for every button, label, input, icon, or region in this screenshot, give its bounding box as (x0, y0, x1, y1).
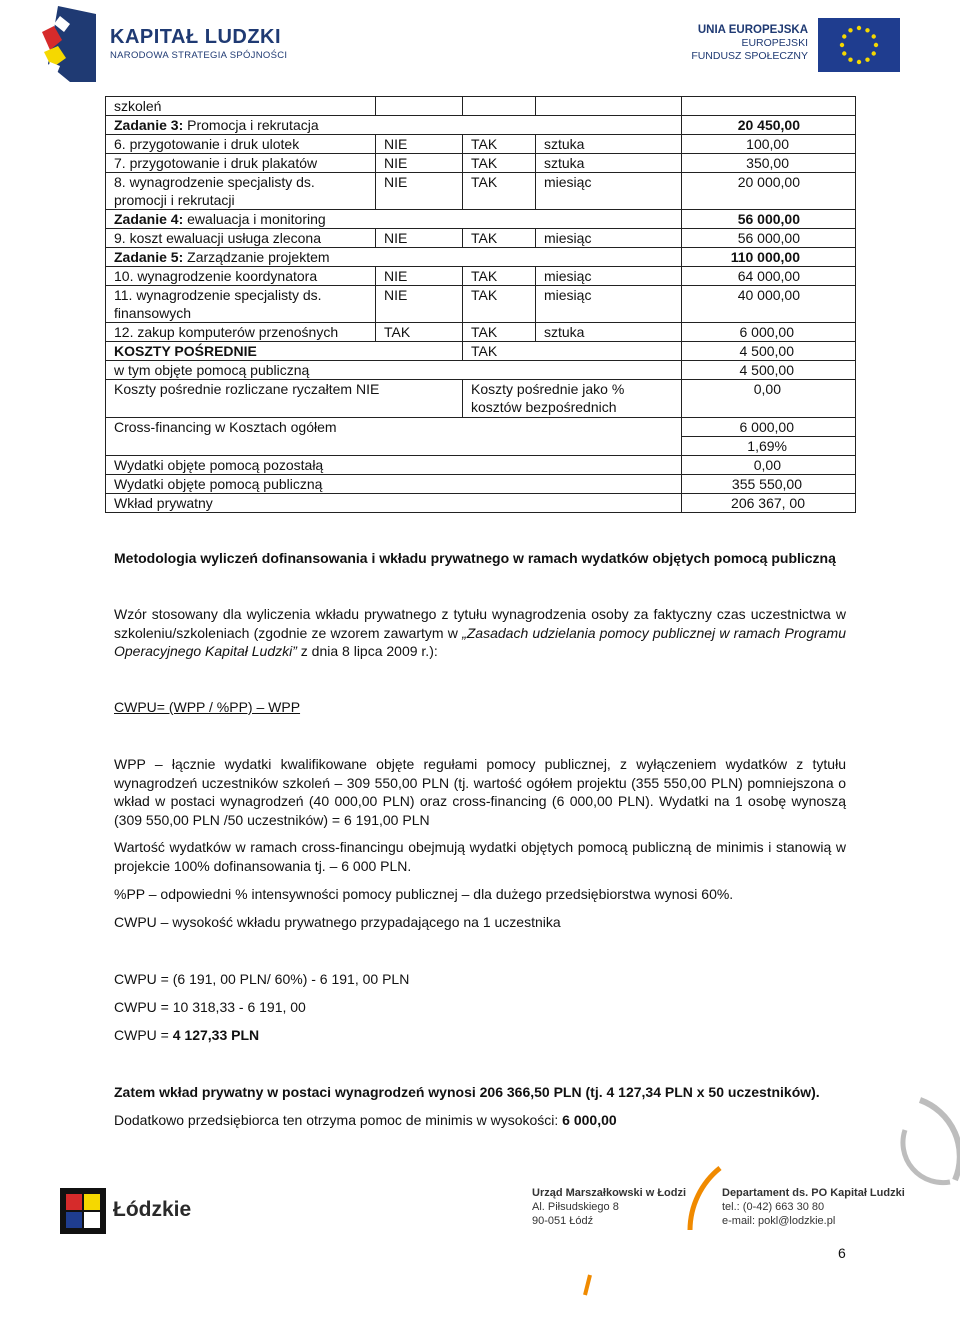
paragraph-cwpu: CWPU – wysokość wkładu prywatnego przypadającego na 1 uczestnika (114, 914, 561, 930)
table-cell-value: 350,00 (682, 154, 856, 173)
table-cell-value: 20 450,00 (682, 116, 856, 135)
table-cell: Cross-financing w Kosztach ogółem (106, 418, 682, 456)
office-postal: 90-051 Łódź (532, 1215, 594, 1227)
table-cell: Zadanie 3: Promocja i rekrutacja (106, 116, 682, 135)
lodzkie-logo-icon (60, 1188, 106, 1234)
table-cell-value: 0,00 (682, 380, 856, 418)
table-row (106, 418, 856, 437)
eu-star-icon (865, 28, 869, 32)
kapital-ludzki-logo-icon (40, 6, 96, 82)
table-cell-value: 56 000,00 (682, 229, 856, 248)
table-cell: TAK (463, 342, 682, 361)
table-row (106, 248, 856, 267)
section-heading: Metodologia wyliczeń dofinansowania i wkładu prywatnego w ramach wydatków objętych pomocą publiczną (114, 550, 836, 566)
table-cell: sztuka (536, 154, 682, 173)
table-cell: TAK (463, 135, 536, 154)
department-phone: tel.: (0-42) 663 30 80 (722, 1201, 825, 1213)
table-row (106, 323, 856, 342)
table-cell-value: 20 000,00 (682, 173, 856, 210)
page-number: 6 (838, 1245, 846, 1261)
eu-star-icon (842, 51, 846, 55)
table-cell-value: 0,00 (682, 456, 856, 475)
de-minimis-note: Dodatkowo przedsiębiorca ten otrzyma pomoc de minimis w wysokości: 6 000,00 (114, 1112, 617, 1128)
office-street: Al. Piłsudskiego 8 (532, 1201, 619, 1213)
calculation-result: CWPU = 4 127,33 PLN (114, 1027, 260, 1043)
paragraph-formula-intro: Wzór stosowany dla wyliczenia wkładu prywatnego z tytułu wynagrodzenia osoby za faktyczny czas uczestnictwa w szkoleniu/szkoleniach (zgodnie ze wzorem zawartym w „Zasadach udzielania pomocy publicznej w ramach Programu Operacyjnego Kapitał Ludzki” z dnia 8 lipca 2009 r.): (114, 606, 847, 659)
table-row (106, 116, 856, 135)
table-cell: NIE (376, 267, 463, 286)
table-cell: 10. wynagrodzenie koordynatora (106, 267, 376, 286)
table-cell: Zadanie 5: Zarządzanie projektem (106, 248, 682, 267)
table-cell-value: 56 000,00 (682, 210, 856, 229)
table-cell-value: 100,00 (682, 135, 856, 154)
kapital-ludzki-title: KAPITAŁ LUDZKI (110, 26, 282, 48)
table-cell: TAK (463, 267, 536, 286)
table-cell: 11. wynagrodzenie specjalisty ds. finansowych (106, 286, 376, 323)
table-cell: miesiąc (536, 267, 682, 286)
table-cell: 6. przygotowanie i druk ulotek (106, 135, 376, 154)
eu-text (691, 24, 808, 63)
table-cell: sztuka (536, 135, 682, 154)
paragraph-pp: %PP – odpowiedni % intensywności pomocy publicznej – dla dużego przedsiębiorstwa wynosi 60%. (114, 886, 734, 902)
table-cell: sztuka (536, 323, 682, 342)
table-cell: 7. przygotowanie i druk plakatów (106, 154, 376, 173)
table-cell: TAK (376, 323, 463, 342)
table-cell: KOSZTY POŚREDNIE (106, 342, 463, 361)
table-row (106, 229, 856, 248)
table-row (106, 154, 856, 173)
calculation-line: CWPU = 10 318,33 - 6 191, 00 (114, 999, 306, 1015)
table-row (106, 135, 856, 154)
office-address (532, 1186, 686, 1228)
table-cell: miesiąc (536, 173, 682, 210)
table-cell: NIE (376, 154, 463, 173)
table-row (106, 361, 856, 380)
table-cell: TAK (463, 173, 536, 210)
eu-star-icon (872, 51, 876, 55)
table-cell-value: 1,69% (682, 437, 856, 456)
calculation-line: CWPU = (6 191, 00 PLN/ 60%) - 6 191, 00 PLN (114, 971, 410, 987)
eu-star-icon (857, 26, 861, 30)
table-cell: TAK (463, 229, 536, 248)
table-cell: w tym objęte pomocą publiczną (106, 361, 682, 380)
table-row (106, 286, 856, 323)
eu-star-icon (840, 43, 844, 47)
eu-line-1: UNIA EUROPEJSKA (697, 24, 808, 36)
table-row (106, 475, 856, 494)
table-cell-value: 6 000,00 (682, 323, 856, 342)
budget-table (105, 96, 856, 513)
table-cell-value: 64 000,00 (682, 267, 856, 286)
table-row (106, 97, 856, 116)
table-cell: miesiąc (536, 286, 682, 323)
department-contact (722, 1186, 905, 1228)
table-row (106, 173, 856, 210)
table-cell: Wkład prywatny (106, 494, 682, 513)
table-row (106, 380, 856, 418)
paragraph-wpp: WPP – łącznie wydatki kwalifikowane objęte regułami pomocy publicznej, z wyłączeniem wydatków z tytułu wynagrodzeń uczestników szkoleń – 309 550,00 PLN (tj. wartość ogółem projektu (355 550,00 PLN) pomniejszona o wkład w postaci wynagrodzeń (40 000,00 PLN) oraz cross-financing (6 000,00 PLN). Wydatki na 1 osobę wynoszą (309 550,00 PLN /50 uczestników) = 6 191,00 PLN (114, 756, 846, 828)
eu-star-icon (848, 58, 852, 62)
table-cell: miesiąc (536, 229, 682, 248)
table-row (106, 210, 856, 229)
table-cell-value: 4 500,00 (682, 342, 856, 361)
table-cell-value: 206 367, 00 (682, 494, 856, 513)
eu-line-3: FUNDUSZ SPOŁECZNY (691, 50, 808, 62)
table-row (106, 456, 856, 475)
department-email: e-mail: pokl@lodzkie.pl (722, 1215, 836, 1227)
eu-star-icon (857, 60, 861, 64)
eu-line-2: EUROPEJSKI (741, 37, 808, 49)
eu-star-icon (874, 43, 878, 47)
table-cell-value: 40 000,00 (682, 286, 856, 323)
table-cell: NIE (376, 229, 463, 248)
eu-star-icon (842, 34, 846, 38)
kapital-ludzki-subtitle: NARODOWA STRATEGIA SPÓJNOŚCI (110, 50, 288, 61)
eu-flag-icon (818, 18, 900, 72)
table-cell: Koszty pośrednie rozliczane ryczałtem NIE (106, 380, 463, 418)
table-cell: 9. koszt ewaluacji usługa zlecona (106, 229, 376, 248)
table-cell-value: 355 550,00 (682, 475, 856, 494)
table-cell: NIE (376, 135, 463, 154)
table-row (106, 494, 856, 513)
table-cell: 8. wynagrodzenie specjalisty ds. promocji i rekrutacji (106, 173, 376, 210)
eu-star-icon (848, 28, 852, 32)
department-name: Departament ds. PO Kapitał Ludzki (722, 1187, 905, 1199)
table-cell: Koszty pośrednie jako % kosztów bezpośrednich (463, 380, 682, 418)
table-cell: NIE (376, 173, 463, 210)
table-cell: Wydatki objęte pomocą pozostałą (106, 456, 682, 475)
table-cell: 12. zakup komputerów przenośnych (106, 323, 376, 342)
table-cell-value: 4 500,00 (682, 361, 856, 380)
table-row (106, 267, 856, 286)
table-cell: TAK (463, 323, 536, 342)
table-row (106, 342, 856, 361)
table-cell-value: 110 000,00 (682, 248, 856, 267)
table-cell: Wydatki objęte pomocą publiczną (106, 475, 682, 494)
eu-star-icon (865, 58, 869, 62)
table-cell: Zadanie 4: ewaluacja i monitoring (106, 210, 682, 229)
paragraph-cross-financing: Wartość wydatków w ramach cross-financingu obejmują wydatki objętych pomocą publiczną de minimis i stanowią w projekcie 100% dofinansowania tj. – 6 000 PLN. (114, 839, 846, 874)
lodzkie-name: Łódzkie (113, 1198, 192, 1221)
conclusion: Zatem wkład prywatny w postaci wynagrodzeń wynosi 206 366,50 PLN (tj. 4 127,34 PLN x 50 uczestników). (114, 1084, 820, 1100)
table-cell: szkoleń (106, 97, 376, 116)
formula: CWPU= (WPP / %PP) – WPP (114, 699, 301, 715)
office-name: Urząd Marszałkowski w Łodzi (532, 1187, 687, 1199)
table-cell: TAK (463, 154, 536, 173)
table-cell-value: 6 000,00 (682, 418, 856, 437)
table-cell: TAK (463, 286, 536, 323)
eu-star-icon (872, 34, 876, 38)
table-cell: NIE (376, 286, 463, 323)
